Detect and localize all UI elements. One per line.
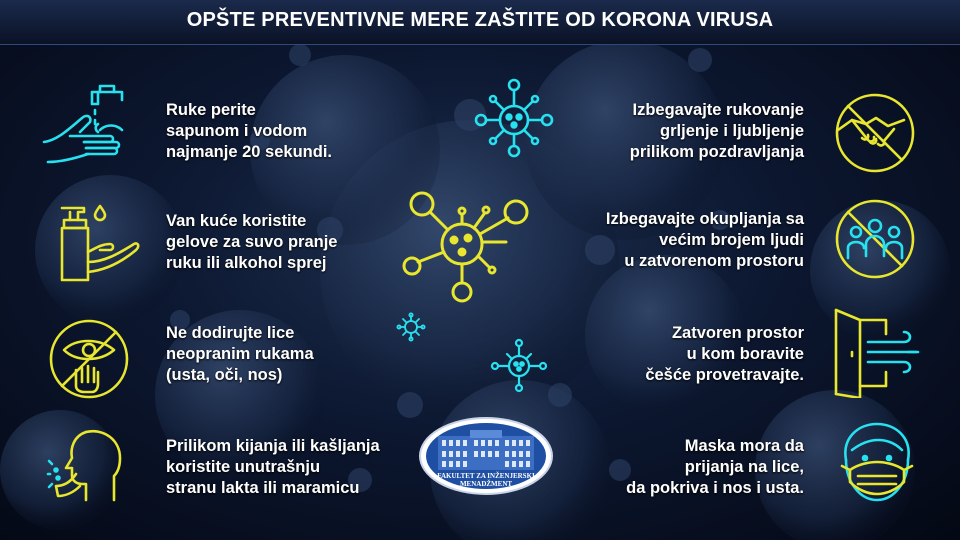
virus-cyan-small-icon	[396, 312, 426, 342]
left-item-2-text	[166, 211, 337, 274]
text-line: Prilikom kijanja ili kašljanja	[166, 437, 380, 455]
text-line: Ruke perite	[166, 101, 256, 119]
faculty-logo	[418, 416, 554, 496]
text-line: češće provetravajte.	[645, 366, 804, 384]
text-line: Izbegavajte rukovanje	[632, 101, 804, 119]
text-line: ruku ili alkohol sprej	[166, 254, 327, 272]
no-handshake-icon	[832, 90, 918, 176]
text-line: da pokriva i nos i usta.	[626, 479, 804, 497]
text-line: sapunom i vodom	[166, 122, 308, 140]
text-line: prilikom pozdravljanja	[629, 143, 804, 161]
text-line: gelove za suvo pranje	[166, 233, 338, 251]
text-line: Maska mora da	[684, 437, 804, 455]
text-line: neopranim rukama	[166, 345, 314, 363]
logo-line-2: MENADŽMENT	[459, 480, 513, 488]
text-line: prijanja na lice,	[684, 458, 804, 476]
text-line: Ne dodirujte lice	[166, 324, 295, 342]
text-line: stranu lakta ili maramicu	[166, 479, 360, 497]
text-line: Zatvoren prostor	[671, 324, 804, 342]
left-item-1-text	[166, 100, 332, 163]
logo-line-1: FAKULTET ZA INŽENJERSKI	[437, 472, 535, 480]
left-item-3-text	[166, 323, 314, 386]
handwashing-icon	[40, 84, 134, 170]
text-line: najmanje 20 sekundi.	[166, 143, 332, 161]
right-item-2-text	[606, 209, 804, 272]
text-line: u kom boravite	[686, 345, 804, 363]
ventilation-icon	[830, 306, 924, 398]
page-title: OPŠTE PREVENTIVNE MERE ZAŠTITE OD KORONA VIRUSA	[186, 9, 774, 31]
text-line: Van kuće koristite	[166, 212, 307, 230]
sneeze-icon	[46, 426, 132, 506]
text-line: u zatvorenom prostoru	[624, 252, 804, 270]
text-line: većim brojem ljudi	[659, 231, 804, 249]
right-item-3-text	[645, 323, 804, 386]
crowd-icon	[832, 196, 918, 282]
virus-cyan-top-icon	[470, 72, 558, 160]
sanitizer-icon	[56, 200, 140, 284]
building-icon	[438, 430, 534, 470]
left-item-4-text	[166, 436, 380, 499]
text-line: (usta, oči, nos)	[166, 366, 283, 384]
right-item-4-text	[626, 436, 804, 499]
text-line: grljenje i ljubljenje	[660, 122, 804, 140]
text-line: koristite unutrašnju	[166, 458, 321, 476]
face-mask-icon	[836, 420, 918, 506]
virus-cyan-mid-icon	[488, 336, 550, 394]
right-item-1-text	[630, 100, 804, 163]
text-line: Izbegavajte okupljanja sa	[605, 210, 804, 228]
no-face-touch-icon	[46, 316, 132, 402]
virus-yellow-center-icon	[400, 182, 534, 306]
